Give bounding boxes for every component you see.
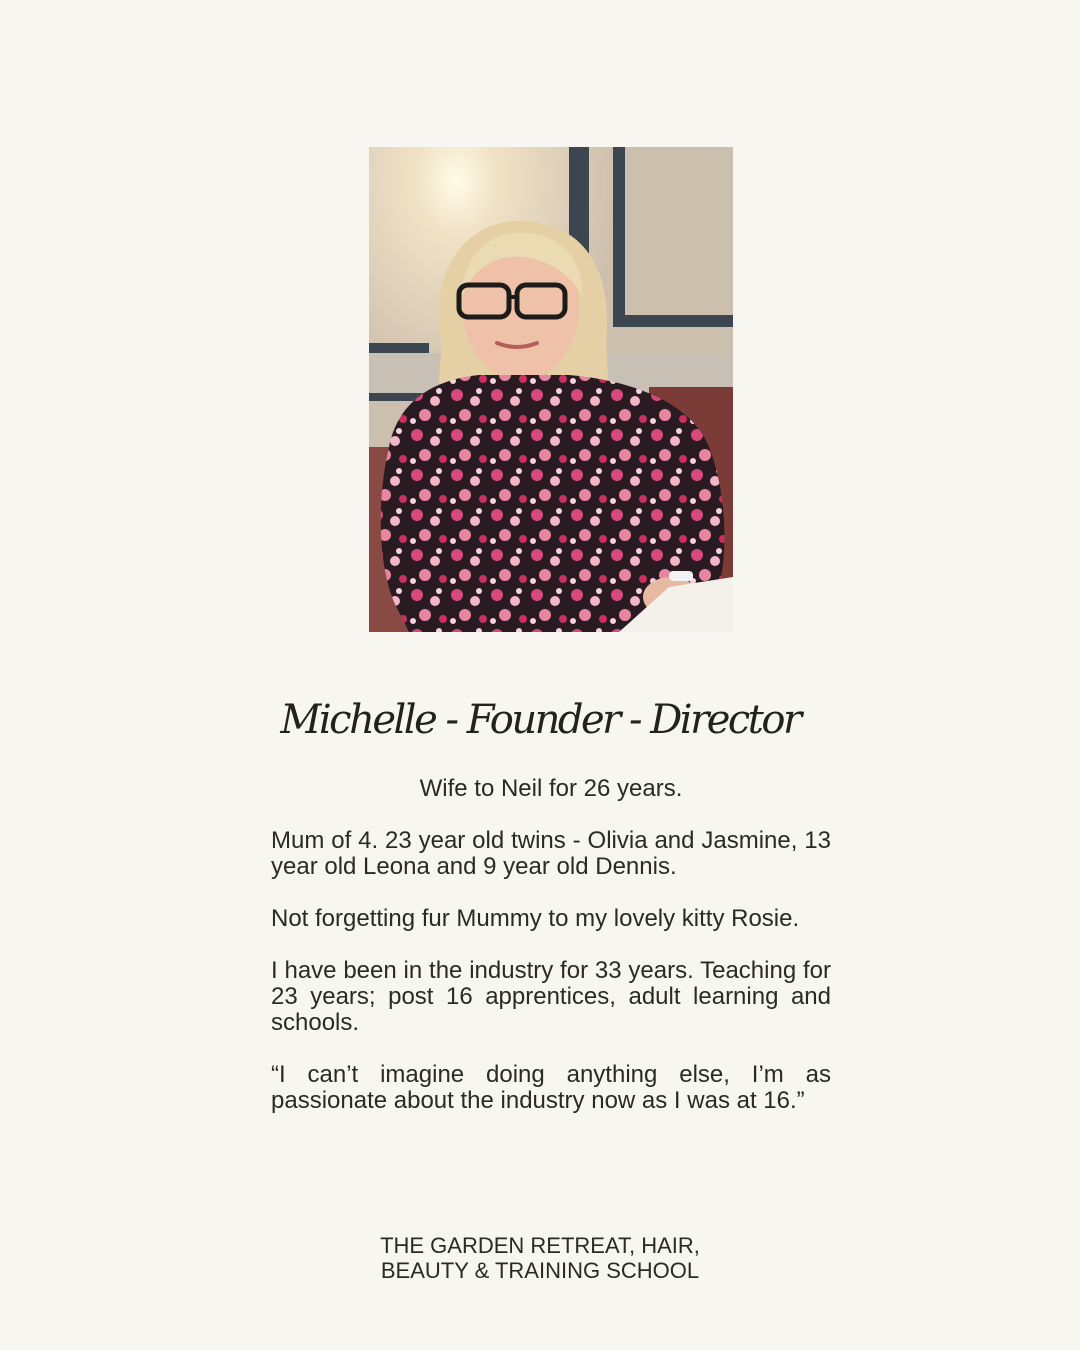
- bio-children: Mum of 4. 23 year old twins - Olivia and Jasmine, 13 year old Leona and 9 year old Dennis.: [271, 827, 831, 880]
- portrait-photo-icon: [369, 147, 733, 632]
- bio-section: [271, 776, 831, 1140]
- bio-career: I have been in the industry for 33 years. Teaching for 23 years; post 16 apprentices, adult learning and schools.: [271, 957, 831, 1036]
- profile-photo: [369, 147, 733, 632]
- page-title: Michelle - Founder - Director: [280, 697, 800, 743]
- footer-line-1: THE GARDEN RETREAT, HAIR,: [380, 1233, 700, 1258]
- footer-line-2: BEAUTY & TRAINING SCHOOL: [380, 1258, 700, 1283]
- footer-brand: [0, 1233, 1080, 1283]
- bio-marriage: Wife to Neil for 26 years.: [419, 775, 683, 802]
- bio-quote: “I can’t imagine doing anything else, I’m as passionate about the industry now as I was at 16.”: [271, 1061, 831, 1114]
- bio-pet: Not forgetting fur Mummy to my lovely kitty Rosie.: [271, 905, 800, 932]
